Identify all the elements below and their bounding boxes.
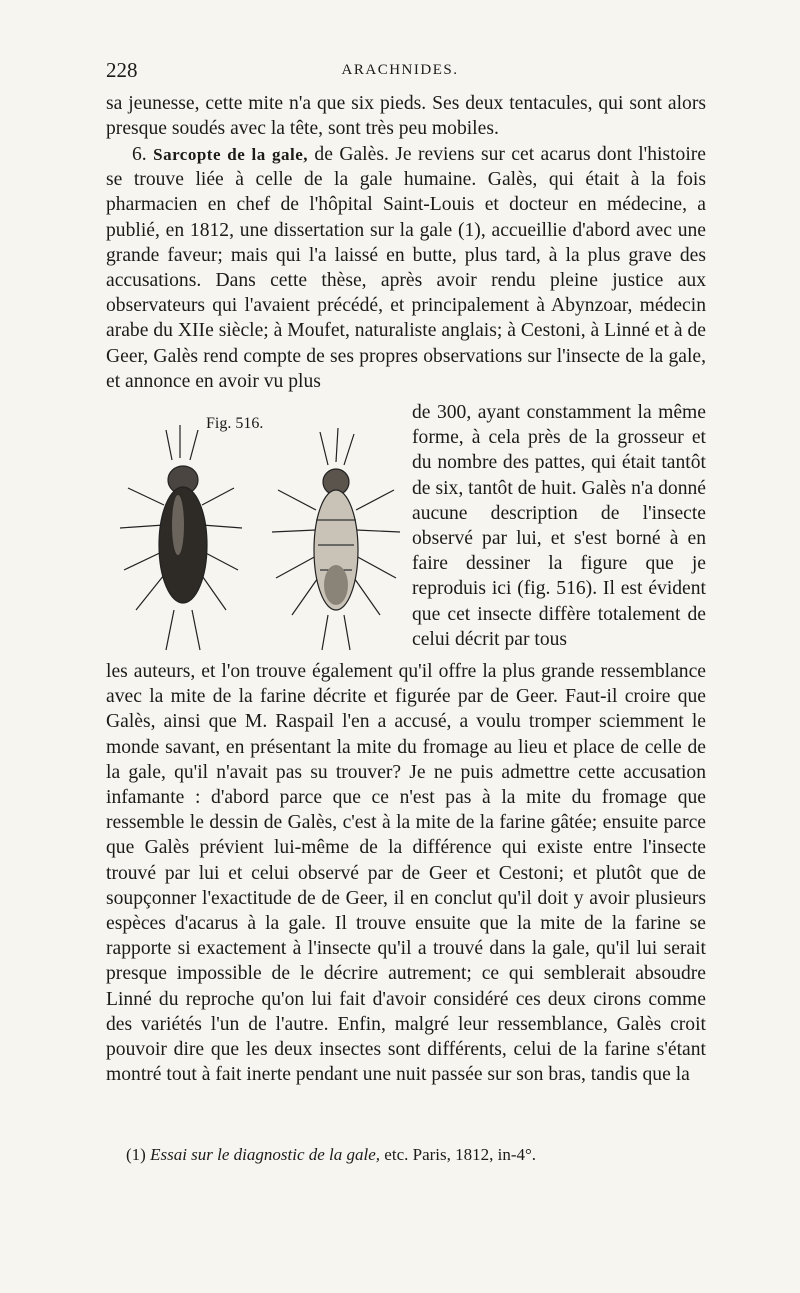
- paragraph-2-bottom: [106, 659, 706, 1087]
- figure-516: [106, 410, 402, 660]
- footnote-marker: (1): [126, 1145, 146, 1164]
- paragraph-2-bottom-text: les auteurs, et l'on trouve également qu'il offre la plus grande ressemblance avec la mite de la farine décrite et figurée par de Geer. Faut-il croire que Galès, ainsi que M. Raspail l'en a accusé, a voulu tromper sciemment le monde savant, en présentant la mite du fromage au lieu et place de celle de la gale, qu'il n'avait pas su trouver? Je ne puis admettre cette accusation infamante : d'abord parce que ce n'est pas à la mite du fromage que ressemble le dessin de Galès, c'est à la mite de la farine gâtée; ensuite parce que Galès prévient lui-même de la différence qui existe entre l'insecte trouvé par lui et celui observé par de Geer et Cestoni; et plutôt que de soupçonner l'exactitude de de Geer, il en conclut qu'il doit y avoir plusieurs espèces d'acarus à la gale. Il trouve ensuite que la mite de la farine se rapporte si exactement à l'insecte qu'il a trouvé dans la gale, qu'il lui serait presque impossible de le décrire autrement; ce qui semblerait absoudre Linné du reproche qu'on lui fait d'avoir considéré ces deux cirons comme des variétés l'un de l'autre. Enfin, malgré leur ressemblance, Galès croit pouvoir dire que les deux insectes sont différents, celui de la farine s'étant montré tout à fait inerte pendant une nuit passée sur son bras, tandis que la: [106, 661, 706, 1086]
- mite-dorsal-view: [120, 425, 242, 650]
- paragraph-2-top: [106, 142, 706, 394]
- footnote-title: Essai sur le diagnostic de la gale,: [150, 1145, 381, 1164]
- running-title: ARACHNIDES.: [341, 62, 459, 78]
- species-heading: Sarcopte de la gale,: [153, 145, 309, 164]
- footnote: [126, 1145, 536, 1165]
- mite-ventral-view: [272, 428, 400, 650]
- mite-illustration: [106, 410, 402, 660]
- paragraph-2-wrap: [412, 400, 706, 652]
- page-number: 228: [106, 58, 138, 82]
- item-number: 6.: [132, 144, 147, 165]
- paragraph-1: [106, 91, 706, 141]
- paragraph-2-top-text: de Galès. Je reviens sur cet acarus dont l'histoire se trouve liée à celle de la gale humaine. Galès, qui était à la fois pharmacien en chef de l'hôpital Saint-Louis et docteur en médecine, a publié, en 1812, une dissertation sur la gale (1), accueillie d'abord avec une grande faveur; mais qui l'a laissé en butte, plus tard, à la plus grave des accusations. Dans cette thèse, après avoir rendu pleine justice aux observateurs qui l'avaient précédé, et principalement à Abynzoar, médecin arabe du XIIe siècle; à Moufet, naturaliste anglais; à Cestoni, à Linné et à de Geer, Galès rend compte de ses propres observations sur l'insecte de la gale, et annonce en avoir vu plus: [106, 144, 706, 392]
- paragraph-2-wrap-text: de 300, ayant constamment la même forme, à cela près de la grosseur et du nombre des pattes, qui était tantôt de six, tantôt de huit. Galès n'a donné aucune description de l'insecte observé par lui, et s'est borné à en faire dessiner la figure que je reproduis ici (fig. 516). Il est évident que cet insecte diffère totalement de celui décrit par tous: [412, 402, 706, 650]
- footnote-rest: etc. Paris, 1812, in-4°.: [380, 1145, 537, 1164]
- figure-label: Fig. 516.: [206, 415, 264, 432]
- paragraph-1-text: sa jeunesse, cette mite n'a que six pieds. Ses deux tentacules, qui sont alors presque soudés avec la tête, sont très peu mobiles.: [106, 93, 706, 140]
